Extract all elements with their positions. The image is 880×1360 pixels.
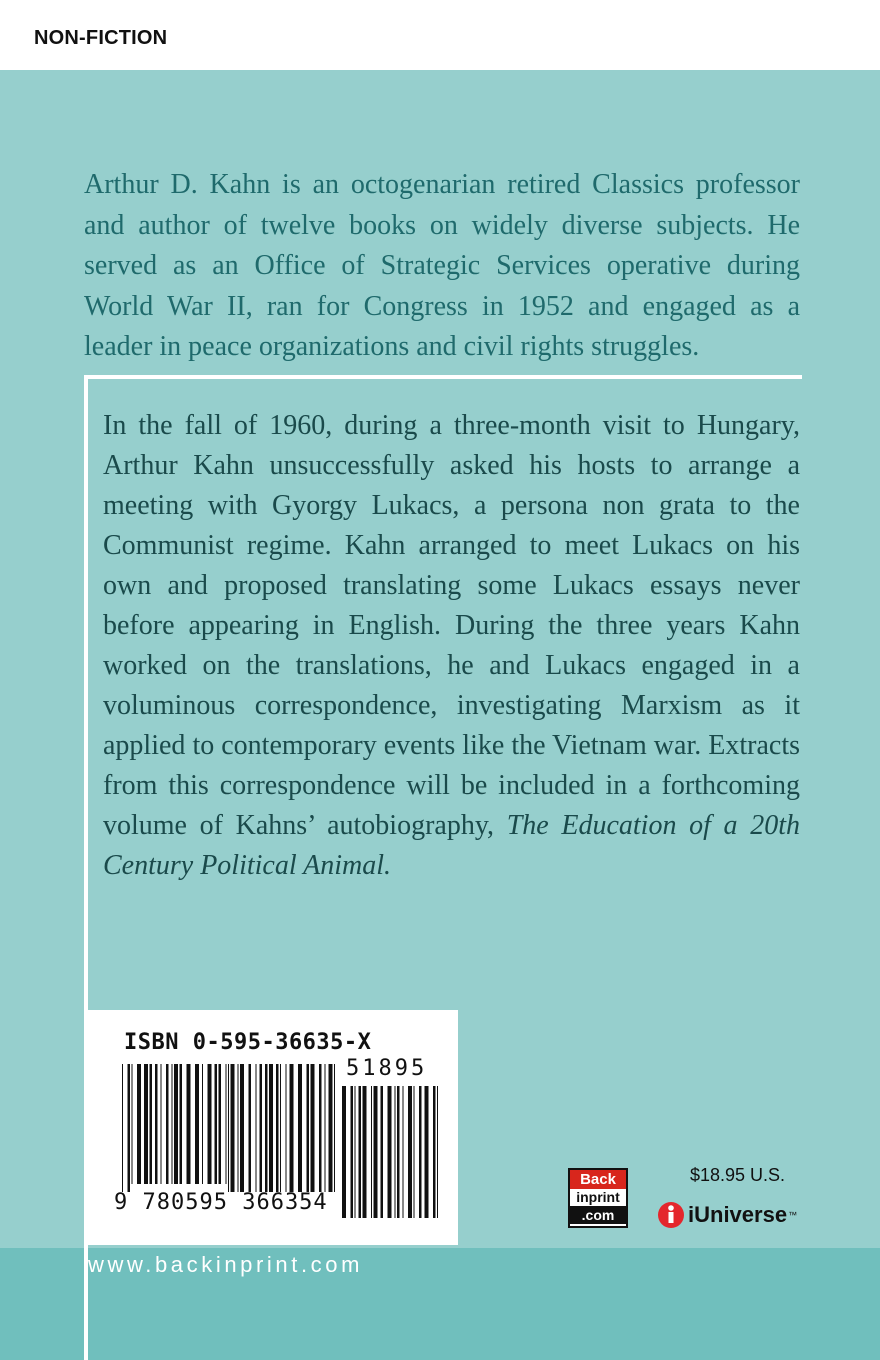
barcode-bar bbox=[363, 1086, 367, 1218]
barcode-bar bbox=[437, 1086, 438, 1218]
barcode-bar bbox=[388, 1086, 392, 1218]
backinprint-logo-line: inprint bbox=[576, 1189, 620, 1205]
barcode-bar bbox=[298, 1064, 302, 1192]
barcode-bar bbox=[325, 1064, 326, 1192]
barcode-bar bbox=[269, 1064, 273, 1192]
book-title-italic: The Education of a 20th Century Political Animal. bbox=[103, 810, 800, 881]
barcode-bar bbox=[403, 1086, 404, 1218]
author-bio bbox=[84, 165, 800, 368]
iuniverse-logo-icon bbox=[657, 1201, 685, 1229]
description-text: In the fall of 1960, during a three-month visit to Hungary, Arthur Kahn unsuccessfully asked his hosts to arrange a meeting with Gyorgy Lukacs, a persona non grata to the Communist regime. Kahn arranged to meet Lukacs on his own and proposed translating some Lukacs essays never before appearing in English. During the three years Kahn worked on the translations, he and Lukacs engaged in a voluminous correspondence, investigating Marxism as it applied to contemporary events like the Vietnam war. Extracts from this correspondence will be included in a forthcoming volume of Kahns’ autobiography, bbox=[103, 410, 800, 841]
barcode-bar bbox=[395, 1086, 396, 1218]
barcode-bar bbox=[238, 1064, 239, 1192]
barcode-bar bbox=[397, 1086, 400, 1218]
barcode-bar bbox=[195, 1064, 199, 1184]
barcode-bar bbox=[334, 1064, 335, 1192]
barcode-bar bbox=[342, 1086, 346, 1218]
barcode-bar bbox=[132, 1064, 133, 1184]
barcode-bar bbox=[187, 1064, 191, 1184]
backinprint-logo bbox=[568, 1168, 628, 1228]
barcode-bar bbox=[329, 1064, 333, 1192]
barcode-bar bbox=[228, 1064, 229, 1192]
barcode-bar bbox=[180, 1064, 183, 1184]
frame-top-border bbox=[84, 375, 802, 379]
barcode-bar bbox=[172, 1064, 173, 1184]
isbn-label: ISBN 0-595-36635-X bbox=[124, 1030, 372, 1055]
ean-number: 9 780595 366354 bbox=[114, 1190, 328, 1215]
top-bar bbox=[0, 0, 880, 70]
barcode-bar bbox=[260, 1064, 263, 1192]
barcode-bar bbox=[408, 1086, 412, 1218]
barcode-bar bbox=[355, 1086, 356, 1218]
barcode-bar bbox=[155, 1064, 158, 1184]
barcode-bar bbox=[219, 1064, 222, 1184]
addon-barcode bbox=[342, 1086, 438, 1218]
barcode-bar bbox=[414, 1086, 415, 1218]
barcode-bar bbox=[122, 1064, 123, 1192]
barcode-bar bbox=[311, 1064, 315, 1192]
barcode-bar bbox=[128, 1064, 131, 1192]
trademark-symbol: ™ bbox=[788, 1210, 798, 1220]
barcode-bar bbox=[290, 1064, 294, 1192]
barcode-bar bbox=[226, 1064, 227, 1184]
barcode-bar bbox=[202, 1064, 203, 1184]
author-bio-line: served as an Office of Strategic Services operative during bbox=[84, 250, 800, 281]
barcode-bar bbox=[351, 1086, 354, 1218]
barcode-bar bbox=[371, 1086, 372, 1218]
barcode-bar bbox=[265, 1064, 268, 1192]
barcode-bar bbox=[433, 1086, 436, 1218]
barcode-bar bbox=[174, 1064, 178, 1184]
barcode-bar bbox=[286, 1064, 287, 1192]
website-url: www.backinprint.com bbox=[88, 1252, 364, 1277]
barcode-bar bbox=[374, 1086, 378, 1218]
barcode-bar bbox=[150, 1064, 153, 1184]
book-description bbox=[103, 406, 800, 886]
barcode-panel bbox=[84, 1010, 458, 1245]
price-label: $18.95 U.S. bbox=[690, 1165, 786, 1185]
genre-label: NON-FICTION bbox=[34, 27, 168, 49]
author-bio-line: Arthur D. Kahn is an octogenarian retired Classics professor bbox=[84, 169, 800, 200]
barcode-bar bbox=[215, 1064, 218, 1184]
price-code-label: 51895 bbox=[346, 1056, 428, 1081]
barcode-bar bbox=[419, 1086, 422, 1218]
barcode-bar bbox=[240, 1064, 244, 1192]
barcode-bar bbox=[276, 1064, 279, 1192]
author-bio-line: and author of twelve books on widely diverse subjects. He bbox=[84, 209, 800, 241]
publisher-name: iUniverse bbox=[688, 1202, 788, 1227]
barcode-bar bbox=[381, 1086, 384, 1218]
author-bio-line: leader in peace organizations and civil rights struggles. bbox=[84, 331, 700, 362]
barcode-bar bbox=[231, 1064, 235, 1192]
barcode-bar bbox=[307, 1064, 310, 1192]
barcode-bar bbox=[249, 1064, 252, 1192]
barcode-bar bbox=[256, 1064, 257, 1192]
iuniverse-logo bbox=[657, 1199, 797, 1231]
backinprint-logo-line: .com bbox=[570, 1206, 626, 1224]
backinprint-logo-line: Back bbox=[570, 1170, 626, 1189]
barcode-bar bbox=[280, 1064, 281, 1192]
barcode-bar bbox=[425, 1086, 429, 1218]
barcode-bar bbox=[319, 1064, 322, 1192]
barcode-bar bbox=[359, 1086, 362, 1218]
barcode-bar bbox=[144, 1064, 148, 1184]
author-bio-line: World War II, ran for Congress in 1952 and engaged as a bbox=[84, 290, 800, 322]
barcode-bar bbox=[137, 1064, 141, 1184]
barcode-bar bbox=[166, 1064, 169, 1184]
barcode-bar bbox=[161, 1064, 162, 1184]
ean-barcode bbox=[122, 1064, 336, 1192]
barcode-bar bbox=[208, 1064, 212, 1184]
